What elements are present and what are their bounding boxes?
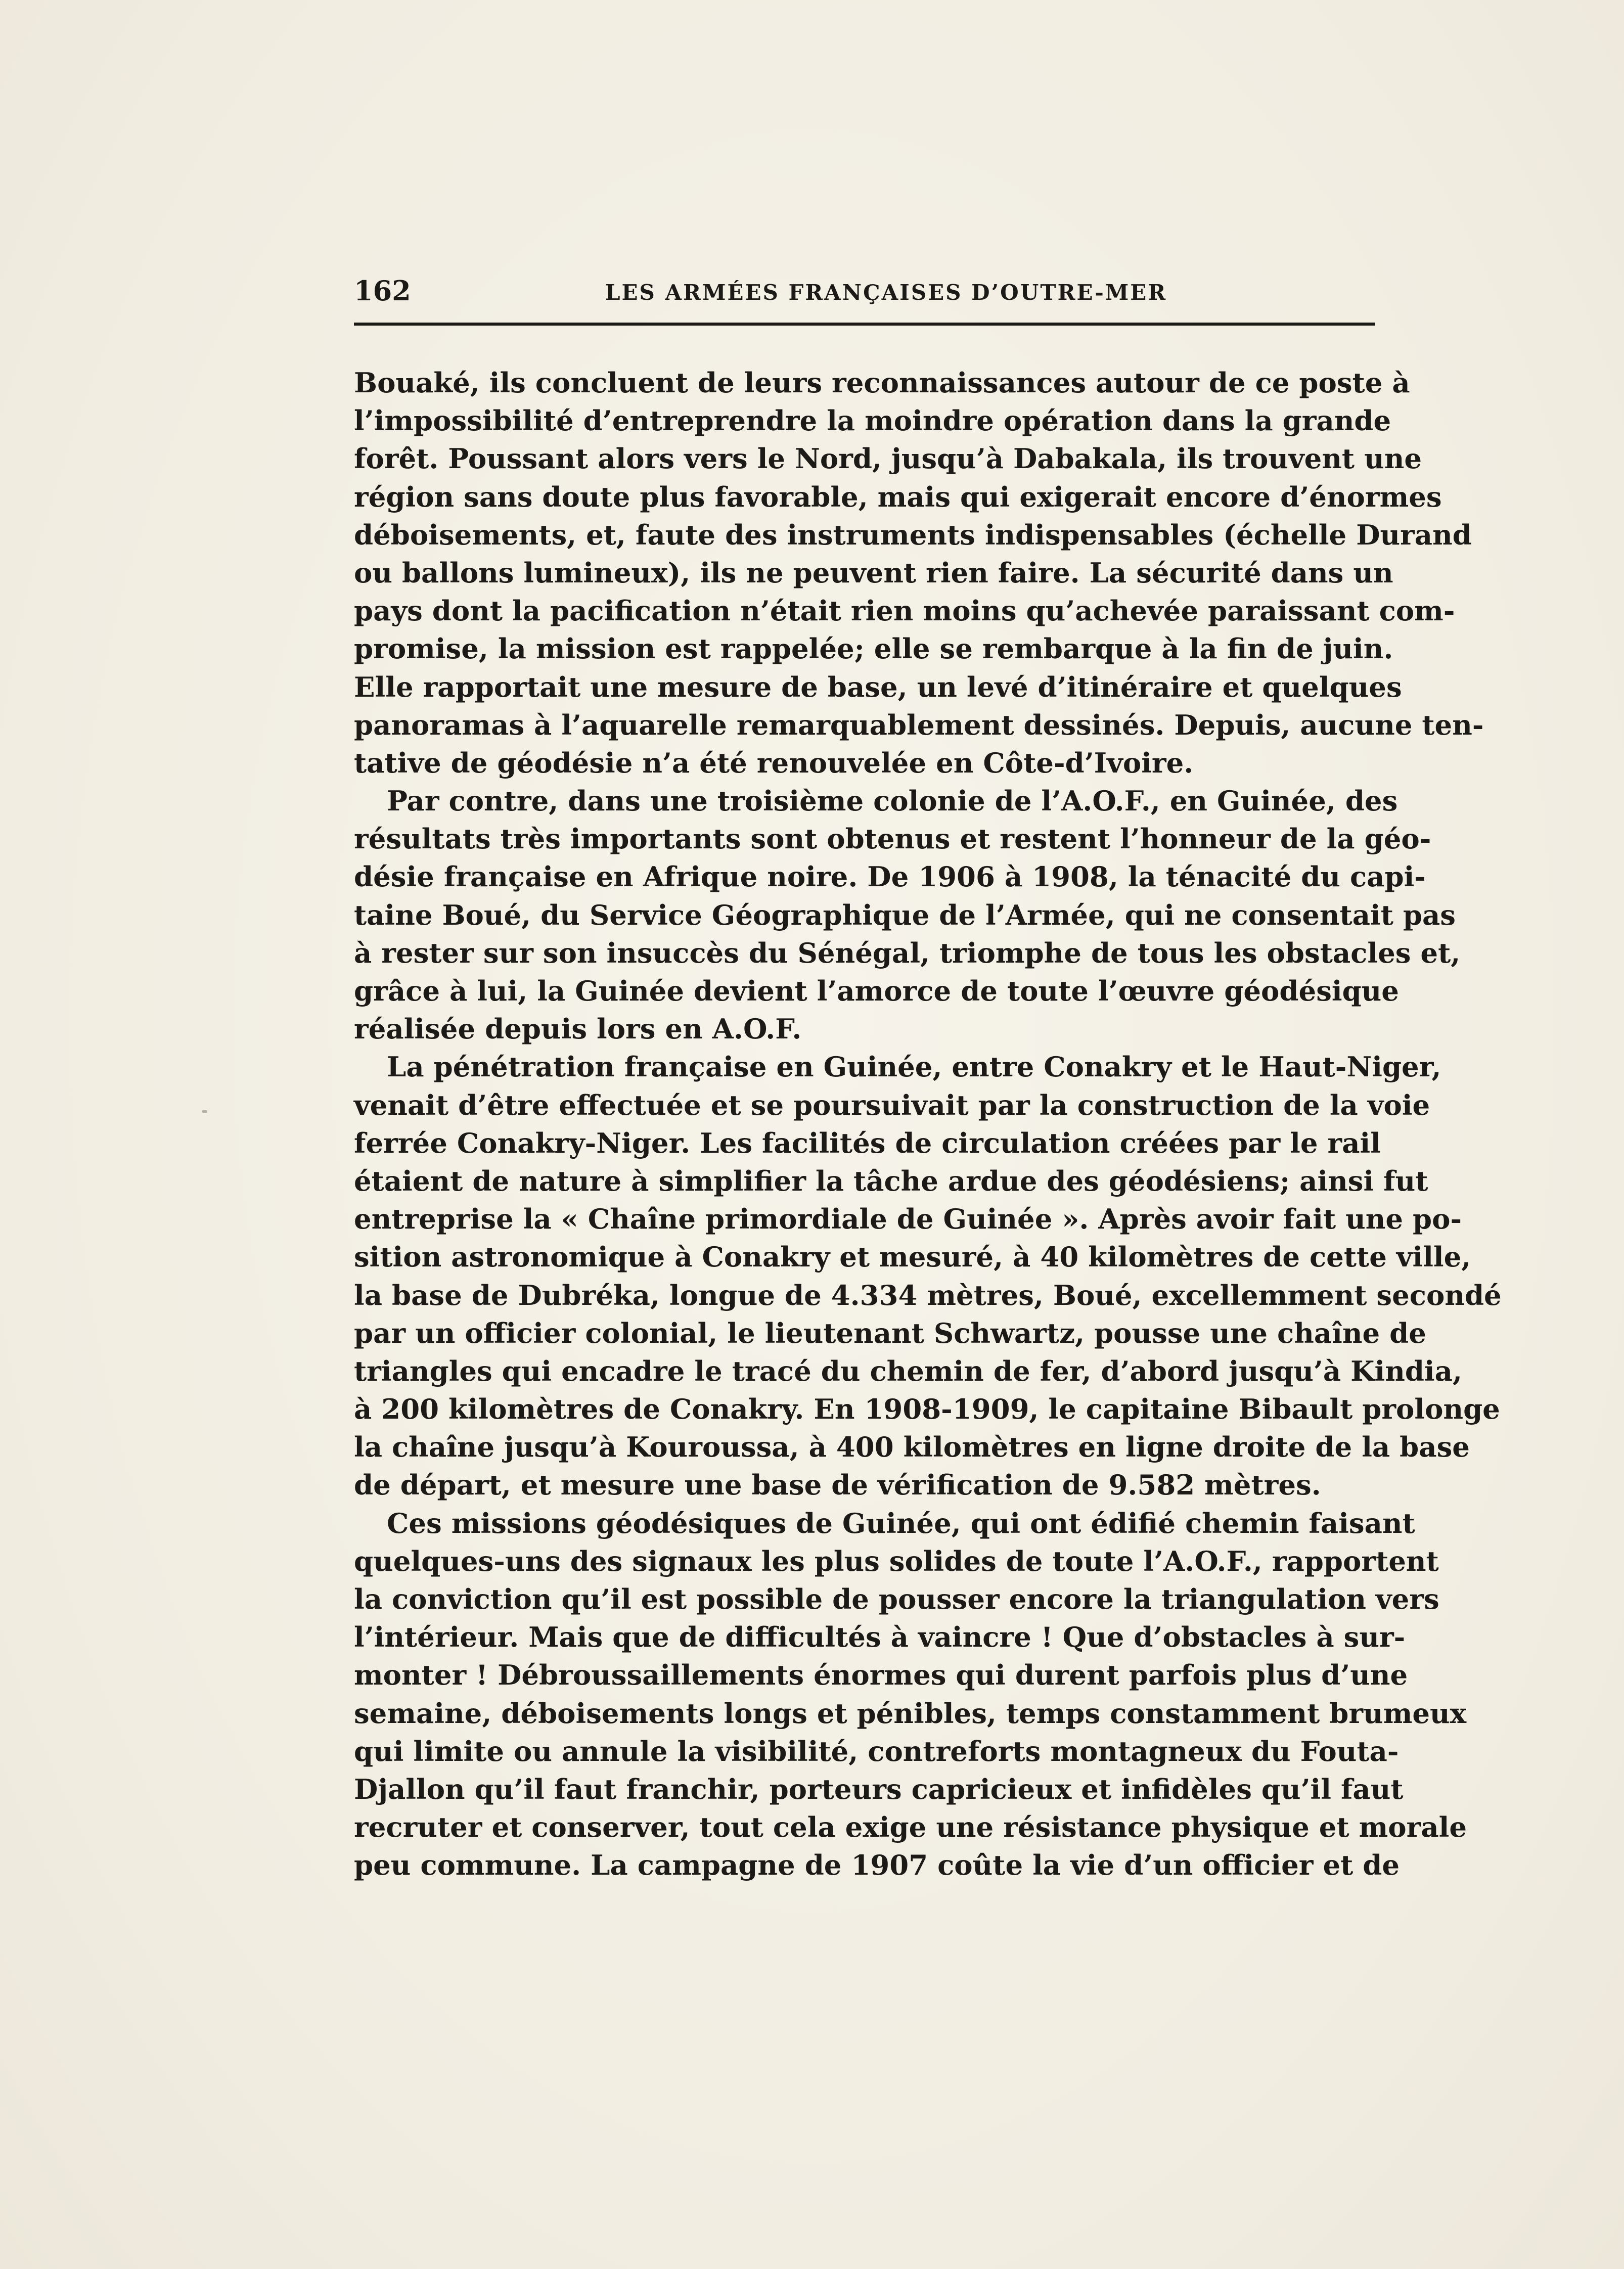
text-line: étaient de nature à simplifier la tâche ardue des géodésiens; ainsi fut [354,1164,1428,1197]
text-line: la conviction qu’il est possible de pousser encore la triangulation vers [354,1583,1439,1615]
text-line: panoramas à l’aquarelle remarquablement dessinés. Depuis, aucune ten- [354,708,1484,741]
running-title: LES ARMÉES FRANÇAISES D’OUTRE-MER [605,280,1167,305]
text-line: La pénétration française en Guinée, entre Conakry et le Haut-Niger, [387,1051,1441,1083]
header-rule [354,323,1375,326]
text-line: réalisée depuis lors en A.O.F. [354,1013,802,1046]
text-line: déboisements, et, faute des instruments indispensables (échelle Durand [354,518,1472,551]
body-text [354,364,1502,1885]
text-line: monter ! Débroussaillements énormes qui durent parfois plus d’une [354,1659,1408,1692]
text-line: désie française en Afrique noire. De 1906 à 1908, la ténacité du capi- [354,860,1426,893]
text-line: résultats très importants sont obtenus et restent l’honneur de la géo- [354,823,1431,855]
text-line: Djallon qu’il faut franchir, porteurs capricieux et infidèles qu’il faut [354,1773,1404,1805]
text-line: l’intérieur. Mais que de difficultés à vaincre ! Que d’obstacles à sur- [354,1621,1406,1654]
text-line: Par contre, dans une troisième colonie de l’A.O.F., en Guinée, des [387,785,1398,818]
text-line: peu commune. La campagne de 1907 coûte la vie d’un officier et de [354,1849,1400,1882]
text-line: la chaîne jusqu’à Kouroussa, à 400 kilomètres en ligne droite de la base [354,1431,1470,1464]
page-header [354,270,1375,311]
text-line: ou ballons lumineux), ils ne peuvent rien faire. La sécurité dans un [354,556,1393,589]
text-line: qui limite ou annule la visibilité, contreforts montagneux du Fouta- [354,1735,1399,1767]
text-line: Elle rapportait une mesure de base, un levé d’itinéraire et quelques [354,670,1402,703]
text-line: à 200 kilomètres de Conakry. En 1908-1909, le capitaine Bibault prolonge [354,1393,1500,1426]
text-line: la base de Dubréka, longue de 4.334 mètres, Boué, excellemment secondé [354,1279,1502,1311]
text-line: l’impossibilité d’entreprendre la moindre opération dans la grande [354,404,1391,437]
text-line: entreprise la « Chaîne primordiale de Guinée ». Après avoir fait une po- [354,1203,1462,1236]
text-line: à rester sur son insuccès du Sénégal, triomphe de tous les obstacles et, [354,936,1461,969]
text-line: pays dont la pacification n’était rien moins qu’achevée paraissant com- [354,595,1455,627]
text-line: forêt. Poussant alors vers le Nord, jusqu’à Dabakala, ils trouvent une [354,442,1422,475]
text-line: triangles qui encadre le tracé du chemin de fer, d’abord jusqu’à Kindia, [354,1354,1462,1387]
text-line: taine Boué, du Service Géographique de l’Armée, qui ne consentait pas [354,898,1456,931]
text-line: région sans doute plus favorable, mais qui exigerait encore d’énormes [354,480,1442,513]
text-line: de départ, et mesure une base de vérification de 9.582 mètres. [354,1469,1321,1502]
text-line: Bouaké, ils concluent de leurs reconnaissances autour de ce poste à [354,367,1410,399]
text-line: quelques-uns des signaux les plus solides de toute l’A.O.F., rapportent [354,1545,1439,1577]
text-line: venait d’être effectuée et se poursuivait par la construction de la voie [354,1088,1430,1121]
text-line: promise, la mission est rappelée; elle se rembarque à la fin de juin. [354,632,1393,665]
text-line: grâce à lui, la Guinée devient l’amorce de toute l’œuvre géodésique [354,975,1399,1007]
text-line: Ces missions géodésiques de Guinée, qui ont édifié chemin faisant [387,1507,1415,1539]
page-number: 162 [354,275,411,307]
margin-speck [202,1110,207,1113]
text-line: semaine, déboisements longs et pénibles, temps constamment brumeux [354,1697,1467,1730]
text-line: ferrée Conakry-Niger. Les facilités de circulation créées par le rail [354,1126,1381,1159]
text-line: par un officier colonial, le lieutenant Schwartz, pousse une chaîne de [354,1317,1426,1349]
text-line: tative de géodésie n’a été renouvelée en Côte-d’Ivoire. [354,746,1194,779]
text-line: sition astronomique à Conakry et mesuré, à 40 kilomètres de cette ville, [354,1241,1471,1274]
text-line: recruter et conserver, tout cela exige une résistance physique et morale [354,1811,1467,1844]
